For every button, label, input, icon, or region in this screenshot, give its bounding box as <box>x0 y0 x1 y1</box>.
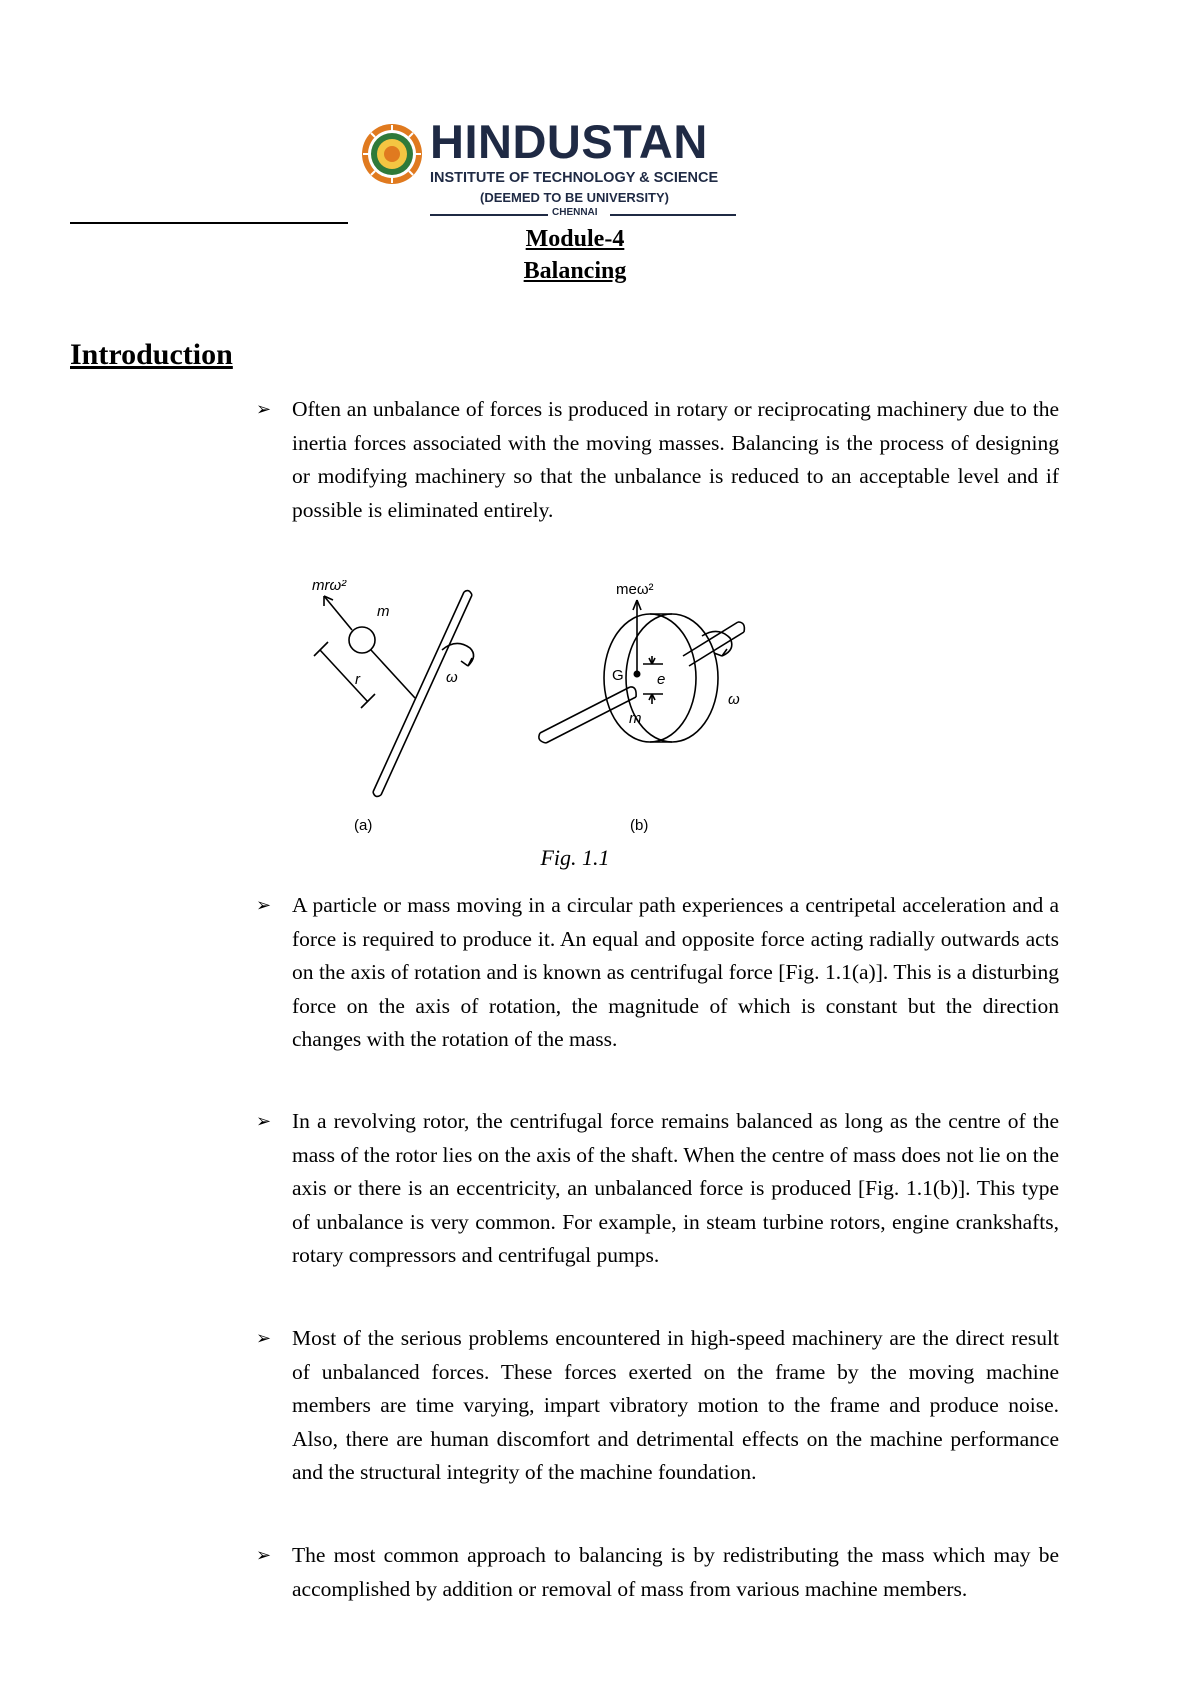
arrow-bullet-icon: ➢ <box>256 1111 272 1132</box>
bullet-text: Often an unbalance of forces is produced in rotary or reciprocating machinery due to the inertia forces associated with the moving masses. Balancing is the process of designing or modifying machinery so that the unbalance is reduced to an acceptable level and if possible is eliminated entirely. <box>292 397 1059 522</box>
label-panel-b: (b) <box>630 817 649 834</box>
force-arrow-a <box>324 596 352 630</box>
bullet-text: In a revolving rotor, the centrifugal force remains balanced as long as the centre of the mass of the rotor lies on the axis of the shaft. When the centre of mass does not lie on the axis or there is an eccentricity, an unbalanced force is produced [Fig. 1.1(b)]. This type of unbalance is very common. For example, in steam turbine rotors, engine crankshafts, rotary compressors and centrifugal pumps. <box>292 1109 1059 1268</box>
label-force-b: meω² <box>616 581 654 598</box>
arrow-bullet-icon: ➢ <box>256 1545 272 1566</box>
logo-location-row <box>430 207 736 221</box>
logo-institute-line: INSTITUTE OF TECHNOLOGY & SCIENCE <box>430 170 719 186</box>
section-heading: Introduction <box>70 338 233 371</box>
bullet-paragraph-2 <box>256 889 1059 1057</box>
arrow-bullet-icon: ➢ <box>256 399 272 420</box>
header-rule <box>70 222 348 224</box>
logo-location: CHENNAI <box>552 207 598 218</box>
module-topic: Balancing <box>523 258 627 284</box>
module-title: Module-4 <box>525 226 625 252</box>
figure-unbalance-diagram <box>300 580 820 840</box>
shaft-a <box>373 591 472 797</box>
centre-point-b <box>634 671 641 678</box>
label-omega-a: ω <box>446 669 458 686</box>
label-mass-b: m <box>629 710 642 727</box>
bullet-paragraph-3 <box>256 1105 1059 1273</box>
institution-logo <box>356 115 736 218</box>
arrow-bullet-icon: ➢ <box>256 895 272 916</box>
label-mass-a: m <box>377 603 390 620</box>
arrow-bullet-icon: ➢ <box>256 1328 272 1349</box>
logo-deemed-line: (DEEMED TO BE UNIVERSITY) <box>480 190 670 205</box>
figure-caption: Fig. 1.1 <box>540 845 610 870</box>
label-omega-b: ω <box>728 691 740 708</box>
emblem-icon <box>360 122 424 186</box>
logo-brand: HINDUSTAN <box>430 115 708 168</box>
bullet-paragraph-4 <box>256 1322 1059 1490</box>
mass-a <box>349 627 375 653</box>
bullet-text: The most common approach to balancing is by redistributing the mass which may be accomplished by addition or removal of mass from various machine members. <box>292 1543 1059 1601</box>
bullet-text: Most of the serious problems encountered in high-speed machinery are the direct result of unbalanced forces. These forces exerted on the frame by the moving machine members are time varying, impart vibratory motion to the frame and produce noise. Also, there are human discomfort and detrimental effects on the machine performance and the structural integrity of the machine foundation. <box>292 1326 1059 1485</box>
label-force-a: mrω² <box>312 580 347 594</box>
label-eccentricity-b: e <box>657 671 666 688</box>
bullet-paragraph-1 <box>256 393 1059 527</box>
label-centre-b: G <box>612 667 624 684</box>
bullet-text: A particle or mass moving in a circular path experiences a centripetal acceleration and a force is required to produce it. An equal and opposite force acting radially outwards acts on the axis of rotation and is known as centrifugal force [Fig. 1.1(a)]. This is a disturbing force on the axis of rotation, the magnitude of which is constant but the direction changes with the rotation of the mass. <box>292 893 1059 1052</box>
label-radius-a: r <box>355 671 360 688</box>
rod-a <box>371 650 415 698</box>
bullet-paragraph-5 <box>256 1539 1059 1606</box>
radius-dim-a <box>320 650 368 702</box>
label-panel-a: (a) <box>354 817 373 834</box>
